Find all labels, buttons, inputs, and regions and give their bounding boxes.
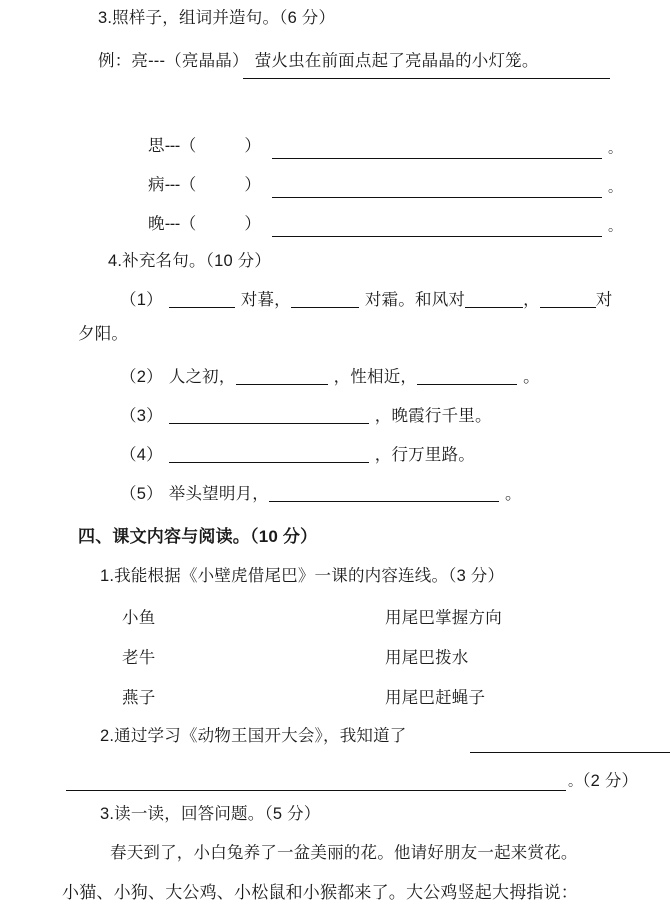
exercise4-item-4-seg2: ，行万里路。	[374, 446, 475, 464]
match-left-item-1[interactable]: 小鱼	[122, 609, 156, 627]
exercise4-item-4	[120, 447, 475, 464]
exercise3-item-1-char: 思	[148, 137, 165, 155]
exercise4-item-2-blank-2[interactable]	[417, 384, 517, 385]
exercise4-item-1-seg4: 对	[595, 291, 613, 309]
exercise4-item-2-blank-1[interactable]	[236, 384, 328, 385]
section4-q3-passage-line-2: 小猫、小狗、大公鸡、小松鼠和小猴都来了。大公鸡竖起大拇指说：	[62, 883, 578, 902]
exercise3-item-2-close-paren: ）	[244, 176, 262, 194]
section4-q2-underline-1[interactable]	[470, 752, 670, 753]
exercise3-item-3-dashes: ---	[164, 215, 180, 233]
exercise3-item-3-open-paren: （	[179, 215, 197, 233]
exercise3-item-1-underline[interactable]	[272, 158, 602, 159]
exercise3-item-3-end-mark: 。	[608, 218, 623, 234]
section4-q2-end-mark: 。	[568, 773, 583, 789]
exercise4-item-1	[120, 292, 613, 309]
exercise3-item-1-open-paren: （	[179, 137, 197, 155]
exercise4-item-1-number: （1）	[120, 291, 163, 309]
section4-q1-text: 1.我能根据《小壁虎借尾巴》一课的内容连线。（3 分）	[100, 567, 505, 585]
match-right-item-1[interactable]: 用尾巴掌握方向	[385, 609, 502, 627]
exercise4-item-1-blank-2[interactable]	[291, 307, 359, 308]
section4-q2-score: （2 分）	[582, 772, 639, 790]
exercise4-item-5-blank-1[interactable]	[269, 501, 499, 502]
exercise4-item-1-seg2: 对霜。和风对	[364, 291, 466, 309]
exercise4-item-5-seg1: 举头望明月，	[168, 485, 269, 503]
exercise3-item-3-underline[interactable]	[272, 236, 602, 237]
exercise3-example-underline	[243, 78, 610, 79]
match-right-item-3[interactable]: 用尾巴赶蝇子	[385, 689, 486, 707]
section4-heading: 四、课文内容与阅读。（10 分）	[78, 527, 318, 546]
match-left-item-3[interactable]: 燕子	[122, 689, 156, 707]
exercise3-item-1-close-paren: ）	[244, 137, 262, 155]
exercise4-item-5	[120, 486, 522, 503]
exercise3-item-3	[148, 216, 261, 233]
exercise3-item-2-open-paren: （	[179, 176, 197, 194]
exercise3-example	[98, 53, 539, 70]
exercise4-item-1-blank-1[interactable]	[169, 307, 235, 308]
section4-q3-passage-line-1: 春天到了，小白兔养了一盆美丽的花。他请好朋友一起来赏花。	[110, 844, 578, 862]
exercise3-item-2-underline[interactable]	[272, 197, 602, 198]
exercise4-item-2-seg1: 人之初，	[168, 368, 236, 386]
exercise4-item-5-number: （5）	[120, 485, 163, 503]
exercise4-item-2-seg3: 。	[523, 368, 540, 386]
exercise4-item-1-wrap: 夕阳。	[78, 325, 129, 343]
exercise3-item-1-end-mark: 。	[608, 140, 623, 156]
exercise3-item-3-char: 晚	[148, 215, 165, 233]
exercise4-item-3-seg2: ，晚霞行千里。	[374, 407, 492, 425]
exercise4-item-3-number: （3）	[120, 407, 163, 425]
exercise3-example-prefix: 例：亮---（亮晶晶）	[98, 52, 249, 70]
exercise4-item-3	[120, 408, 492, 425]
exercise4-item-1-blank-3[interactable]	[465, 307, 523, 308]
exercise3-item-3-close-paren: ）	[244, 215, 262, 233]
exercise3-item-2-char: 病	[148, 176, 165, 194]
exercise4-item-4-blank-1[interactable]	[169, 462, 369, 463]
exercise3-item-1-dashes: ---	[164, 137, 180, 155]
exercise4-item-2-number: （2）	[120, 368, 163, 386]
exercise4-item-2	[120, 369, 540, 386]
exercise4-item-1-seg3: ，	[523, 291, 540, 309]
exercise4-item-1-blank-4[interactable]	[540, 307, 596, 308]
section4-q2-tail	[568, 773, 638, 790]
exercise3-heading: 3.照样子，组词并造句。（6 分）	[98, 9, 336, 27]
section4-q2-text: 2.通过学习《动物王国开大会》，我知道了	[100, 727, 407, 745]
exercise3-item-2-end-mark: 。	[608, 179, 623, 195]
exercise4-item-2-seg2: ，性相近，	[333, 368, 418, 386]
exercise4-heading: 4.补充名句。（10 分）	[108, 252, 272, 270]
exercise4-item-3-blank-1[interactable]	[169, 423, 369, 424]
section4-q3-text: 3.读一读，回答问题。（5 分）	[100, 805, 321, 823]
exercise3-item-1	[148, 138, 261, 155]
match-right-item-2[interactable]: 用尾巴拨水	[385, 649, 469, 667]
exercise4-item-4-number: （4）	[120, 446, 163, 464]
exercise3-example-sentence: 萤火虫在前面点起了亮晶晶的小灯笼。	[254, 52, 539, 70]
exercise3-item-2-dashes: ---	[164, 176, 180, 194]
exercise4-item-1-seg1: 对暮，	[240, 291, 291, 309]
section4-q2-underline-2[interactable]	[66, 790, 566, 791]
exercise3-item-2	[148, 177, 261, 194]
match-left-item-2[interactable]: 老牛	[122, 649, 156, 667]
exercise4-item-5-seg2: 。	[504, 485, 522, 503]
